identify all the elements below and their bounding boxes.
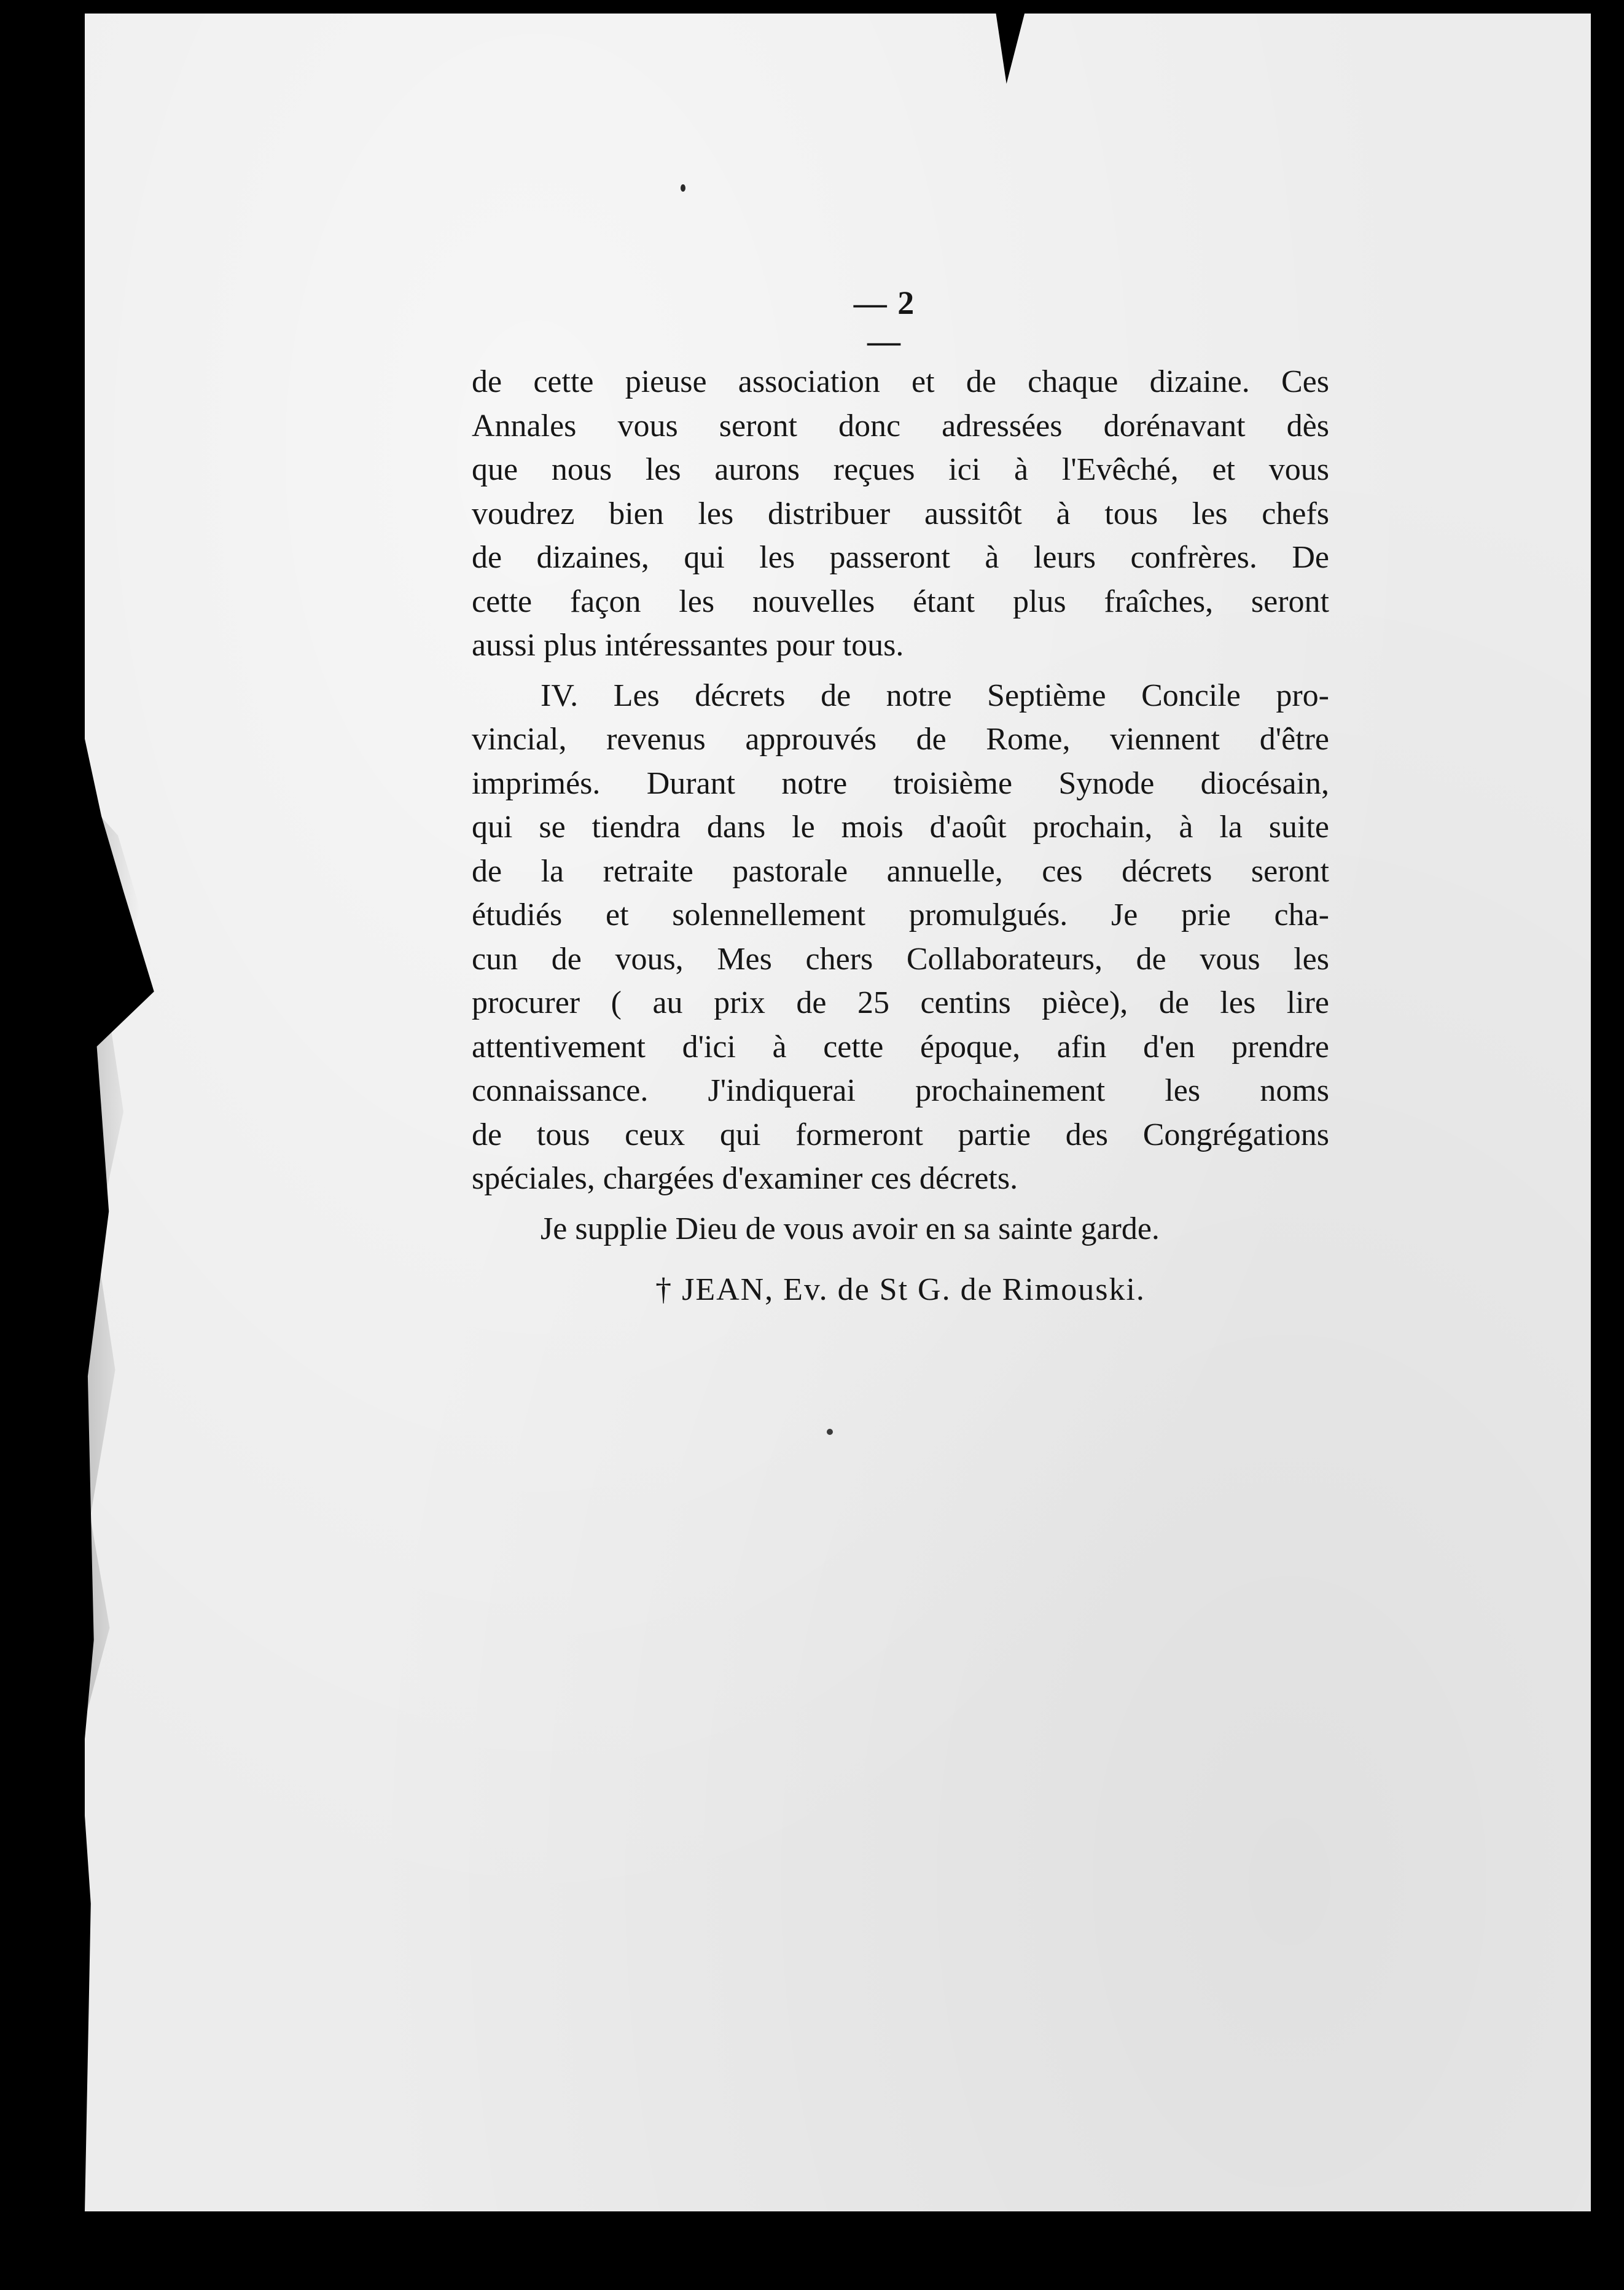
paper-speck	[681, 184, 685, 192]
text-line: que nous les aurons reçues ici à l'Evêché, et vous	[472, 452, 1329, 487]
text-line: cette façon les nouvelles étant plus fraîches, seront	[472, 584, 1329, 619]
text-line: Annales vous seront donc adressées dorénavant dès	[472, 408, 1329, 444]
body-text	[472, 360, 1329, 1251]
text-line: étudiés et solennellement promulgués. Je prie cha-	[472, 897, 1329, 932]
paragraph	[472, 674, 1329, 1201]
page-number: — 2 —	[853, 284, 916, 359]
text-line: qui se tiendra dans le mois d'août prochain, à la suite	[472, 810, 1329, 845]
paper-speck	[827, 1429, 833, 1435]
text-line: de tous ceux qui formeront partie des Congrégations	[472, 1117, 1329, 1152]
text-line: cun de vous, Mes chers Collaborateurs, de vous les	[472, 941, 1329, 977]
text-line: spéciales, chargées d'examiner ces décrets.	[472, 1161, 1018, 1196]
text-line: IV. Les décrets de notre Septième Concile pro-	[541, 678, 1329, 713]
text-line: imprimés. Durant notre troisième Synode diocésain,	[472, 765, 1329, 801]
text-line: voudrez bien les distribuer aussitôt à tous les chefs	[472, 496, 1329, 531]
text-line: de la retraite pastorale annuelle, ces décrets seront	[472, 853, 1329, 889]
text-line: procurer ( au prix de 25 centins pièce), de les lire	[472, 985, 1329, 1020]
paragraph	[472, 360, 1329, 668]
text-line: connaissance. J'indiquerai prochainement les noms	[472, 1073, 1329, 1108]
text-line: de cette pieuse association et de chaque dizaine. Ces	[472, 364, 1329, 399]
text-line: aussi plus intéressantes pour tous.	[472, 628, 904, 663]
text-line: de dizaines, qui les passeront à leurs confrères. De	[472, 540, 1329, 575]
closing-line: Je supplie Dieu de vous avoir en sa sainte garde.	[541, 1211, 1160, 1246]
text-line: vincial, revenus approuvés de Rome, viennent d'être	[472, 722, 1329, 757]
signature-line: † JEAN, Ev. de St G. de Rimouski.	[655, 1272, 1146, 1307]
text-line: attentivement d'ici à cette époque, afin d'en prendre	[472, 1029, 1329, 1065]
